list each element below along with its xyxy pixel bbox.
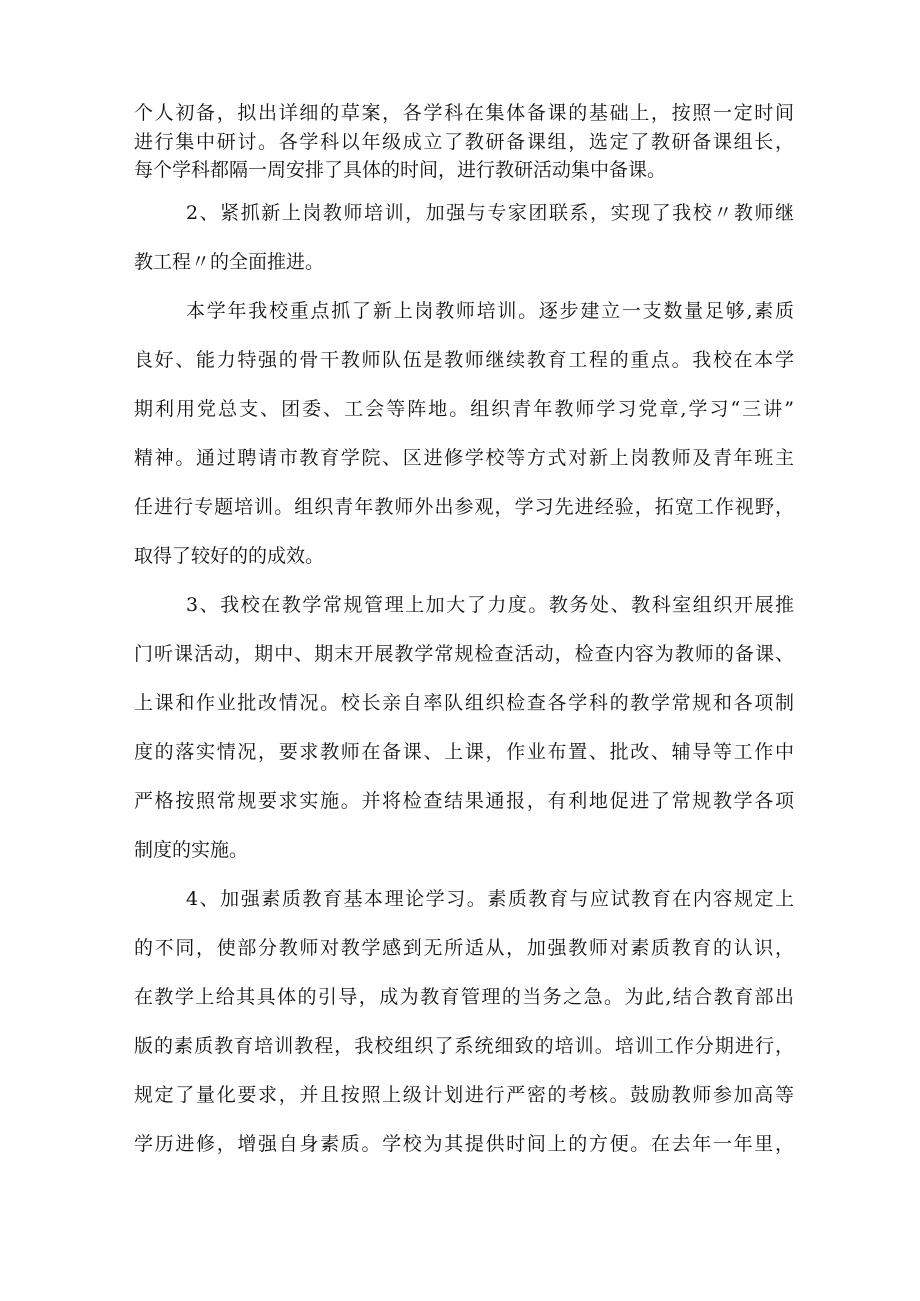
intro-line-1: 个人初备，拟出详细的草案，各学科在集体备课的基础上，按照一定时间: [134, 102, 794, 124]
section-3-line-6: 制度的实施。: [134, 839, 249, 861]
intro-line-2: 进行集中研讨。各学科以年级成立了教研备课组，选定了教研备课组长，: [134, 131, 794, 153]
section-4-line-2: 的不同，使部分教师对教学感到无所适从，加强教师对素质教育的认识，: [134, 937, 794, 959]
section-3-line-3: 上课和作业批改情况。校长亲自率队组织检查各学科的教学常规和各项制: [134, 692, 794, 714]
section-3-line-2: 门听课活动，期中、期末开展教学常规检查活动，检查内容为教师的备课、: [134, 643, 794, 665]
section-4-line-3: 在教学上给其具体的引导，成为教育管理的当务之急。为此,结合教育部出: [134, 986, 794, 1008]
section-2-body-line-5: 任进行专题培训。组织青年教师外出参观，学习先进经验，拓宽工作视野，: [134, 496, 794, 518]
section-2-body-line-2: 良好、能力特强的骨干教师队伍是教师继续教育工程的重点。我校在本学: [134, 349, 794, 371]
section-4-line-1: 4、加强素质教育基本理论学习。素质教育与应试教育在内容规定上: [186, 888, 794, 910]
section-4-line-4: 版的素质教育培训教程，我校组织了系统细致的培训。培训工作分期进行，: [134, 1035, 794, 1057]
section-2-body-line-6: 取得了较好的的成效。: [134, 545, 325, 567]
section-3-line-5: 严格按照常规要求实施。并将检查结果通报，有利地促进了常规教学各项: [134, 790, 794, 812]
section-4-line-5: 规定了量化要求，并且按照上级计划进行严密的考核。鼓励教师参加高等: [134, 1084, 794, 1106]
section-2-body-line-3: 期利用党总支、团委、工会等阵地。组织青年教师学习党章,学习“三讲”: [134, 398, 794, 420]
section-2-body-line-1: 本学年我校重点抓了新上岗教师培训。逐步建立一支数量足够,素质: [186, 300, 794, 322]
section-2-heading-line-2: 教工程〃的全面推进。: [134, 251, 325, 273]
section-4-line-6: 学历进修，增强自身素质。学校为其提供时间上的方便。在去年一年里，: [134, 1133, 794, 1155]
section-2-heading-line-1: 2、紧抓新上岗教师培训，加强与专家团联系，实现了我校〃教师继: [186, 202, 794, 224]
intro-line-3: 每个学科都隔一周安排了具体的时间，进行教研活动集中备课。: [134, 159, 667, 181]
section-2-body-line-4: 精神。通过聘请市教育学院、区进修学校等方式对新上岗教师及青年班主: [134, 447, 794, 469]
section-3-line-1: 3、我校在教学常规管理上加大了力度。教务处、教科室组织开展推: [186, 594, 794, 616]
section-3-line-4: 度的落实情况，要求教师在备课、上课，作业布置、批改、辅导等工作中: [134, 741, 794, 763]
